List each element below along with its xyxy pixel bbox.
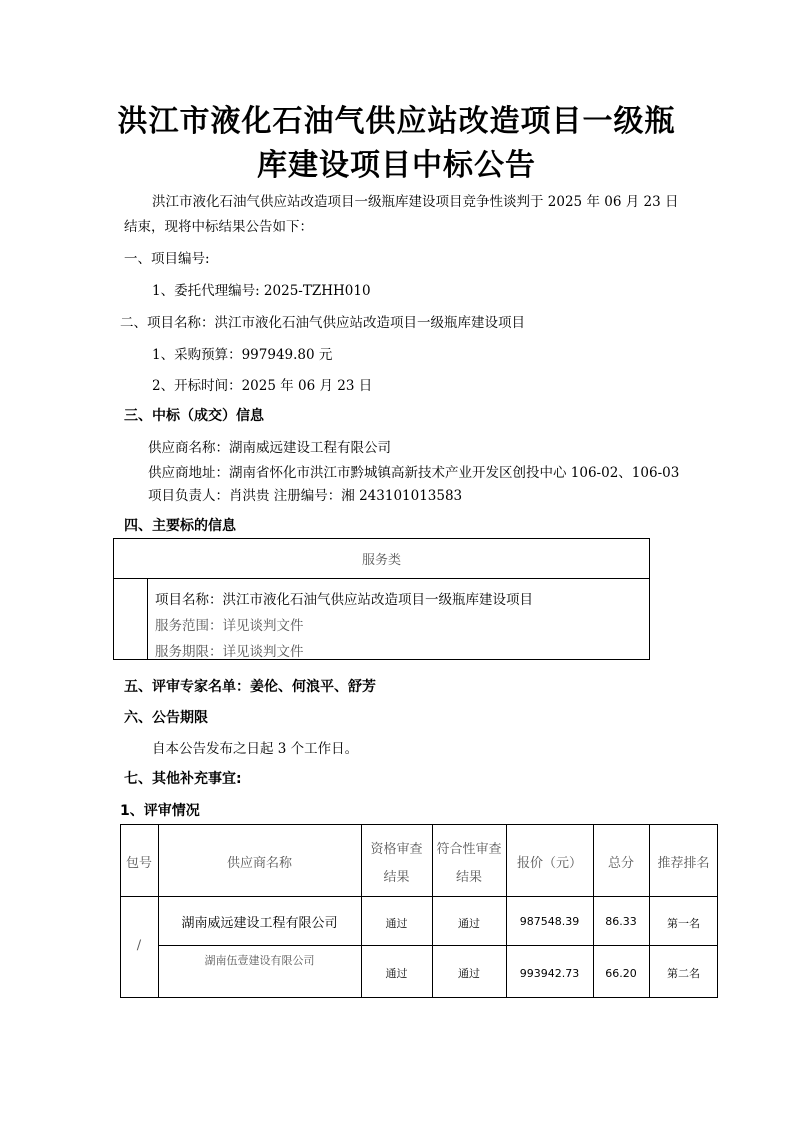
section6-heading: 六、公告期限: [124, 710, 208, 726]
row1-rank: 第一名: [667, 917, 700, 930]
row2-supplier: 湖南伍壹建设有限公司: [204, 954, 315, 967]
header-package: 包号: [125, 856, 152, 871]
target-category: 服务类: [361, 553, 401, 568]
row1-price: 987548.39: [519, 915, 580, 928]
page-title-line2: 库建设项目中标公告: [257, 148, 536, 183]
intro-line2: 结束，现将中标结果公告如下：: [124, 219, 313, 235]
package-value: /: [136, 938, 142, 953]
row2-compliance: 通过: [458, 967, 480, 980]
page-title-line1: 洪江市液化石油气供应站改造项目一级瓶: [117, 104, 676, 139]
header-qualification-1: 资格审查: [370, 842, 423, 857]
section5-experts: 五、评审专家名单：姜伦、何浪平、舒芳: [124, 679, 376, 695]
row1-compliance: 通过: [458, 917, 480, 930]
budget: 1、采购预算：997949.80 元: [152, 347, 333, 363]
row2-rank: 第二名: [667, 967, 700, 980]
intro-line1: 洪江市液化石油气供应站改造项目一级瓶库建设项目竞争性谈判于 2025 年 06 月 23 日: [152, 194, 679, 210]
header-compliance-2: 结果: [455, 870, 482, 885]
row2-price: 993942.73: [519, 967, 580, 980]
section7-heading: 七、其他补充事宜:: [124, 771, 242, 787]
target-period: 服务期限：详见谈判文件: [155, 644, 304, 660]
supplier-address: 供应商地址：湖南省怀化市洪江市黔城镇高新技术产业开发区创投中心 106-02、106-03: [148, 465, 680, 481]
section1-heading: 一、项目编号:: [124, 251, 210, 267]
row2-score: 66.20: [605, 967, 637, 980]
project-manager: 项目负责人：肖洪贵 注册编号：湘 243101013583: [148, 488, 463, 504]
row1-qualification: 通过: [385, 917, 408, 930]
row1-score: 86.33: [605, 915, 637, 928]
header-price: 报价（元）: [516, 856, 582, 871]
section3-heading: 三、中标（成交）信息: [124, 408, 264, 424]
review-subheading: 1、评审情况: [120, 803, 200, 819]
target-project-name: 项目名称：洪江市液化石油气供应站改造项目一级瓶库建设项目: [155, 592, 533, 608]
section2-heading: 二、项目名称：洪江市液化石油气供应站改造项目一级瓶库建设项目: [120, 315, 525, 331]
opening-time: 2、开标时间：2025 年 06 月 23 日: [152, 378, 373, 394]
header-compliance-1: 符合性审查: [436, 842, 502, 857]
agency-number: 1、委托代理编号: 2025-TZHH010: [152, 283, 371, 299]
row2-qualification: 通过: [385, 967, 408, 980]
header-rank: 推荐排名: [657, 856, 710, 871]
target-scope: 服务范围：详见谈判文件: [155, 618, 304, 634]
header-qualification-2: 结果: [383, 870, 410, 885]
notice-period: 自本公告发布之日起 3 个工作日。: [152, 741, 359, 757]
header-score: 总分: [607, 856, 634, 871]
row1-supplier: 湖南威远建设工程有限公司: [181, 916, 338, 931]
supplier-name: 供应商名称：湖南威远建设工程有限公司: [148, 440, 391, 456]
section4-heading: 四、主要标的信息: [124, 518, 236, 534]
header-supplier: 供应商名称: [226, 856, 292, 871]
